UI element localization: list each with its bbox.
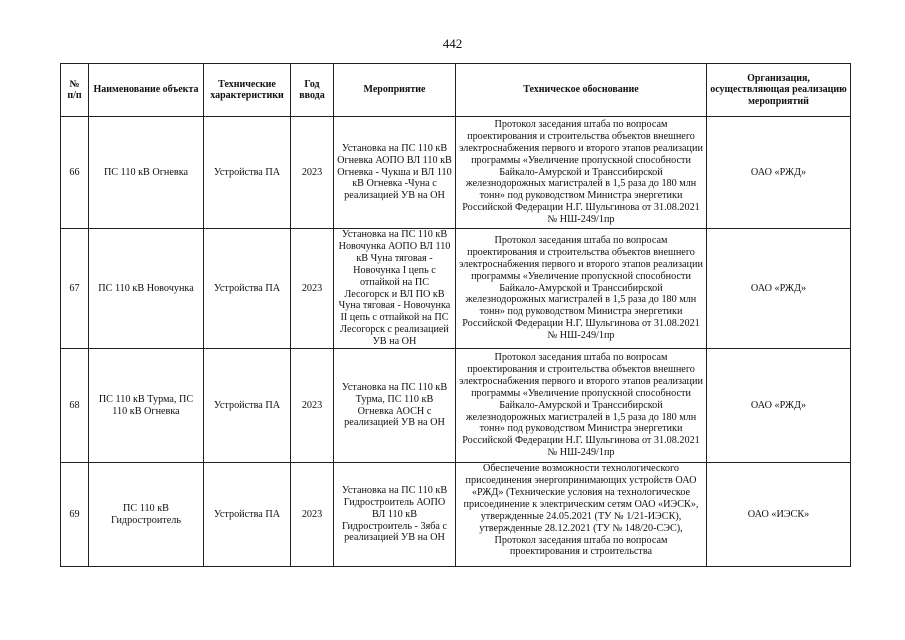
cell-tech: Устройства ПА <box>204 349 291 463</box>
header-measure: Мероприятие <box>334 64 456 117</box>
cell-year: 2023 <box>291 349 334 463</box>
header-year: Год ввода <box>291 64 334 117</box>
cell-tech: Устройства ПА <box>204 117 291 229</box>
header-tech: Технические характеристики <box>204 64 291 117</box>
cell-year: 2023 <box>291 229 334 349</box>
header-object: Наименование объекта <box>89 64 204 117</box>
cell-num: 69 <box>61 463 89 567</box>
cell-object: ПС 110 кВ Новочунка <box>89 229 204 349</box>
cell-object: ПС 110 кВ Огневка <box>89 117 204 229</box>
cell-org: ОАО «РЖД» <box>707 229 851 349</box>
cell-measure: Установка на ПС 110 кВ Турма, ПС 110 кВ Огневка АОСН с реализацией УВ на ОН <box>334 349 456 463</box>
cell-basis: Протокол заседания штаба по вопросам проектирования и строительства объектов внешнего электроснабжения первого и второго этапов реализации программы «Увеличение пропускной способности Байкало-Амурской и Транссибирской железнодорожных магистралей в 1,5 раза до 180 млн тонн» под руководством Министра энергетики Российской Федерации Н.Г. Шульгинова от 31.08.2021 № НШ-249/1пр <box>456 229 707 349</box>
cell-basis: Протокол заседания штаба по вопросам проектирования и строительства объектов внешнего электроснабжения первого и второго этапов реализации программы «Увеличение пропускной способности Байкало-Амурской и Транссибирской железнодорожных магистралей в 1,5 раза до 180 млн тонн» под руководством Министра энергетики Российской Федерации Н.Г. Шульгинова от 31.08.2021 № НШ-249/1пр <box>456 349 707 463</box>
cell-year: 2023 <box>291 117 334 229</box>
table-header-row <box>61 64 851 117</box>
header-org: Организация, осуществляющая реализацию мероприятий <box>707 64 851 117</box>
cell-object: ПС 110 кВ Гидростроитель <box>89 463 204 567</box>
cell-basis: Обеспечение возможности технологического присоединения энергопринимающих устройств ОАО «РЖД» (Технические условия на технологическое присоединение к электрическим сетям ОАО «ИЭСК», утвержденные 24.05.2021 (ТУ № 1/21-ИЭСК), утвержденные 28.12.2021 (ТУ № 148/20-СЭС), Протокол заседания штаба по вопросам проектирования и строительства <box>456 463 707 567</box>
table-row <box>61 349 851 463</box>
cell-object: ПС 110 кВ Турма, ПС 110 кВ Огневка <box>89 349 204 463</box>
table-row <box>61 229 851 349</box>
header-basis: Техническое обоснование <box>456 64 707 117</box>
cell-org: ОАО «РЖД» <box>707 349 851 463</box>
cell-org: ОАО «ИЭСК» <box>707 463 851 567</box>
cell-tech: Устройства ПА <box>204 463 291 567</box>
registry-table <box>60 63 851 567</box>
cell-year: 2023 <box>291 463 334 567</box>
cell-measure: Установка на ПС 110 кВ Огневка АОПО ВЛ 110 кВ Огневка - Чукша и ВЛ 110 кВ Огневка -Чуна с реализацией УВ на ОН <box>334 117 456 229</box>
header-num: № п/п <box>61 64 89 117</box>
table-row <box>61 463 851 567</box>
cell-measure: Установка на ПС 110 кВ Новочунка АОПО ВЛ 110 кВ Чуна тяговая - Новочунка I цепь с отпайкой на ПС Лесогорск и ВЛ ПО кВ Чуна тяговая - Новочунка II цепь с отпайкой на ПС Лесогорск с реализацией УВ на ОН <box>334 229 456 349</box>
cell-measure: Установка на ПС 110 кВ Гидростроитель АОПО ВЛ 110 кВ Гидростроитель - 3яба с реализацией УВ на ОН <box>334 463 456 567</box>
cell-num: 66 <box>61 117 89 229</box>
cell-org: ОАО «РЖД» <box>707 117 851 229</box>
cell-num: 68 <box>61 349 89 463</box>
cell-tech: Устройства ПА <box>204 229 291 349</box>
cell-num: 67 <box>61 229 89 349</box>
cell-basis: Протокол заседания штаба по вопросам проектирования и строительства объектов внешнего электроснабжения первого и второго этапов реализации программы «Увеличение пропускной способности Байкало-Амурской и Транссибирской железнодорожных магистралей в 1,5 раза до 180 млн тонн» под руководством Министра энергетики Российской Федерации Н.Г. Шульгинова от 31.08.2021 № НШ-249/1пр <box>456 117 707 229</box>
page-number: 442 <box>442 36 463 51</box>
table-row <box>61 117 851 229</box>
